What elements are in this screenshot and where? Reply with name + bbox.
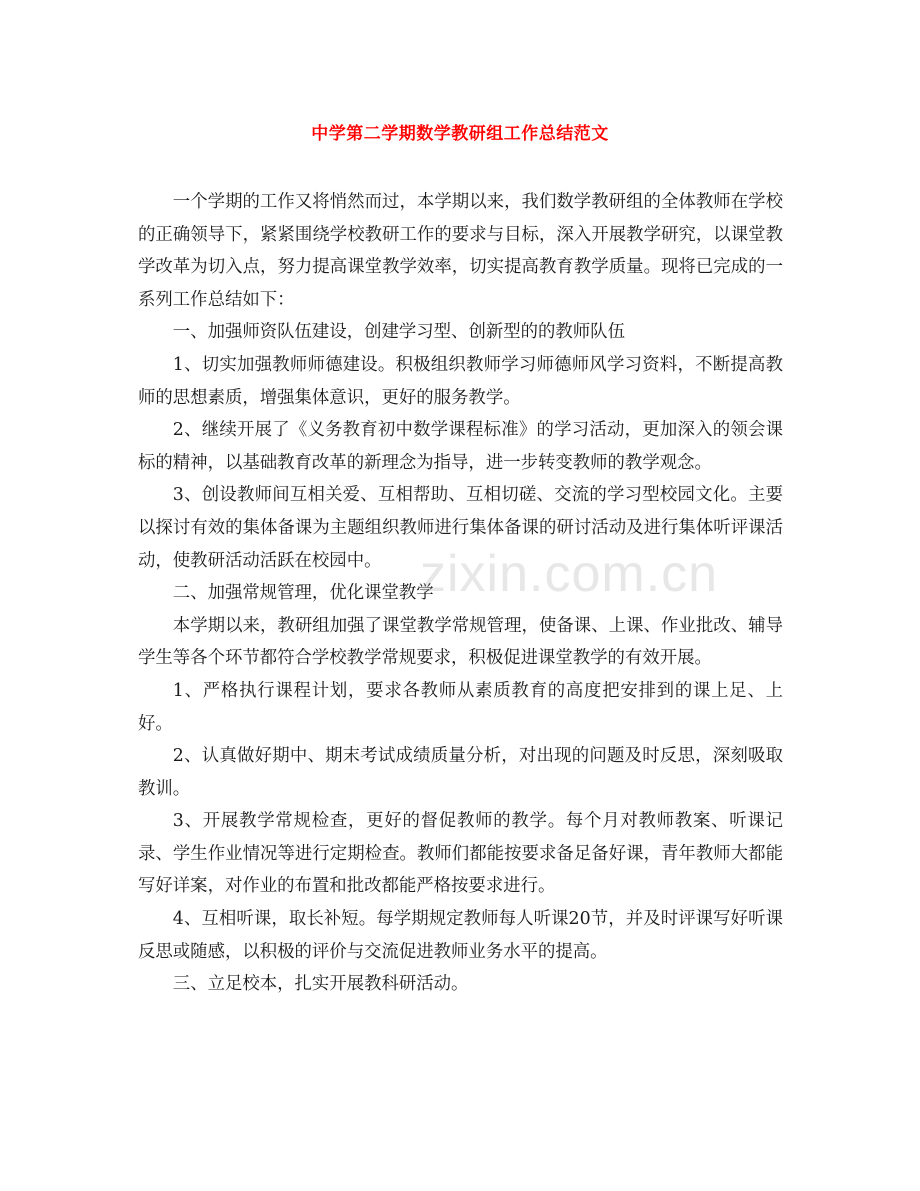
paragraph-2-3: 3、开展教学常规检查，更好的督促教师的教学。每个月对教师教案、听课记录、学生作业情况等进行定期检查。教师们都能按要求备足备好课，青年教师大都能写好详案，对作业的布置和批改都能严格按要求进行。 [138,811,783,897]
paragraph-2-2: 2、认真做好期中、期末考试成绩质量分析，对出现的问题及时反思，深刻吸取教训。 [138,746,783,799]
paragraph-1-1: 1、切实加强教师师德建设。积极组织教师学习师德师风学习资料，不断提高教师的思想素质，增强集体意识，更好的服务教学。 [138,354,783,408]
paragraph-2-1: 1、严格执行课程计划，要求各教师从素质教育的高度把安排到的课上足、上好。 [138,680,783,734]
document-title: 中学第二学期数学教研组工作总结范文 [311,124,609,144]
paragraph-1-3: 3、创设教师间互相关爱、互相帮助、互相切磋、交流的学习型校园文化。主要以探讨有效的集体备课为主题组织教师进行集体备课的研讨活动及进行集体听评课活动，使教研活动活跃在校园中。 [138,485,783,571]
section-heading-2: 二、加强常规管理，优化课堂教学 [172,583,434,604]
document-body [138,186,783,1001]
section-heading-1: 一、加强师资队伍建设，创建学习型、创新型的的教师队伍 [172,322,625,343]
paragraph-2-intro: 本学期以来，教研组加强了课堂教学常规管理，使备课、上课、作业批改、辅导学生等各个环节都符合学校教学常规要求，积极促进课堂教学的有效开展。 [138,615,783,669]
paragraph-1-2: 2、继续开展了《义务教育初中数学课程标准》的学习活动，更加深入的领会课标的精神，以基础教育改革的新理念为指导，进一步转变教师的教学观念。 [138,420,783,473]
paragraph-intro: 一个学期的工作又将悄然而过，本学期以来，我们数学教研组的全体教师在学校的正确领导下，紧紧围绕学校教研工作的要求与目标，深入开展教学研究，以课堂教学改革为切入点，努力提高课堂教学效率，切实提高教育教学质量。现将已完成的一系列工作总结如下： [138,192,783,310]
watermark: zixin.com.cn [420,545,719,603]
paragraph-2-4: 4、互相听课，取长补短。每学期规定教师每人听课20节，并及时评课写好听课反思或随感，以积极的评价与交流促进教师业务水平的提高。 [138,909,783,962]
section-heading-3: 三、立足校本，扎实开展教科研活动。 [172,974,469,995]
